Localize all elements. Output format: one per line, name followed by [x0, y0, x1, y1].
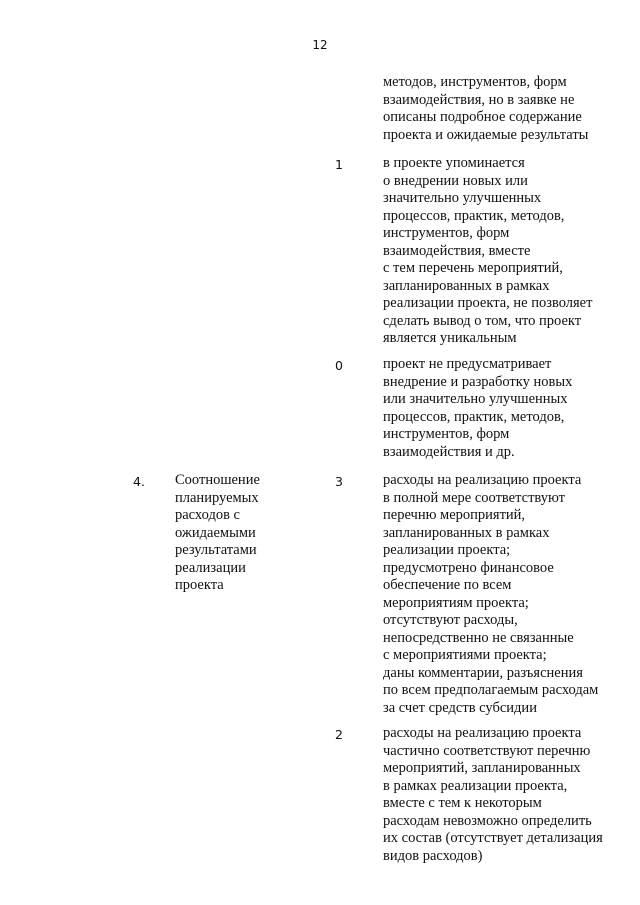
criterion-number: 4. [133, 474, 145, 489]
score-value: 1 [335, 157, 343, 172]
page-number: 12 [312, 38, 328, 52]
criterion-name: Соотношение планируемых расходов с ожидаемыми результатами реализации проекта [175, 472, 260, 593]
score-value: 3 [335, 474, 343, 489]
score-description: методов, инструментов, форм взаимодействия, но в заявке не описаны подробное содержание проекта и ожидаемые результаты [383, 74, 589, 143]
score-value: 0 [335, 358, 343, 373]
score-value: 2 [335, 727, 343, 742]
score-description: проект не предусматривает внедрение и разработку новых или значительно улучшенных процессов, практик, методов, инструментов, форм взаимодействия и др. [383, 356, 573, 460]
score-description: расходы на реализацию проекта частично соответствуют перечню мероприятий, запланированных в рамках реализации проекта, вместе с тем к некоторым расходам невозможно определить их состав (отсутствует детализация видов расходов) [383, 725, 603, 864]
score-description: расходы на реализацию проекта в полной мере соответствуют перечню мероприятий, запланированных в рамках реализации проекта; предусмотрено финансовое обеспечение по всем мероприятиям проекта; отсутствуют расходы, непосредственно не связанные с мероприятиями проекта; даны комментарии, разъяснения по всем предполагаемым расходам за счет средств субсидии [383, 472, 599, 716]
score-description: в проекте упоминается о внедрении новых или значительно улучшенных процессов, практик, методов, инструментов, форм взаимодействия, вместе с тем перечень мероприятий, запланированных в рамках реализации проекта, не позволяет сделать вывод о том, что проект является уникальным [383, 155, 593, 346]
